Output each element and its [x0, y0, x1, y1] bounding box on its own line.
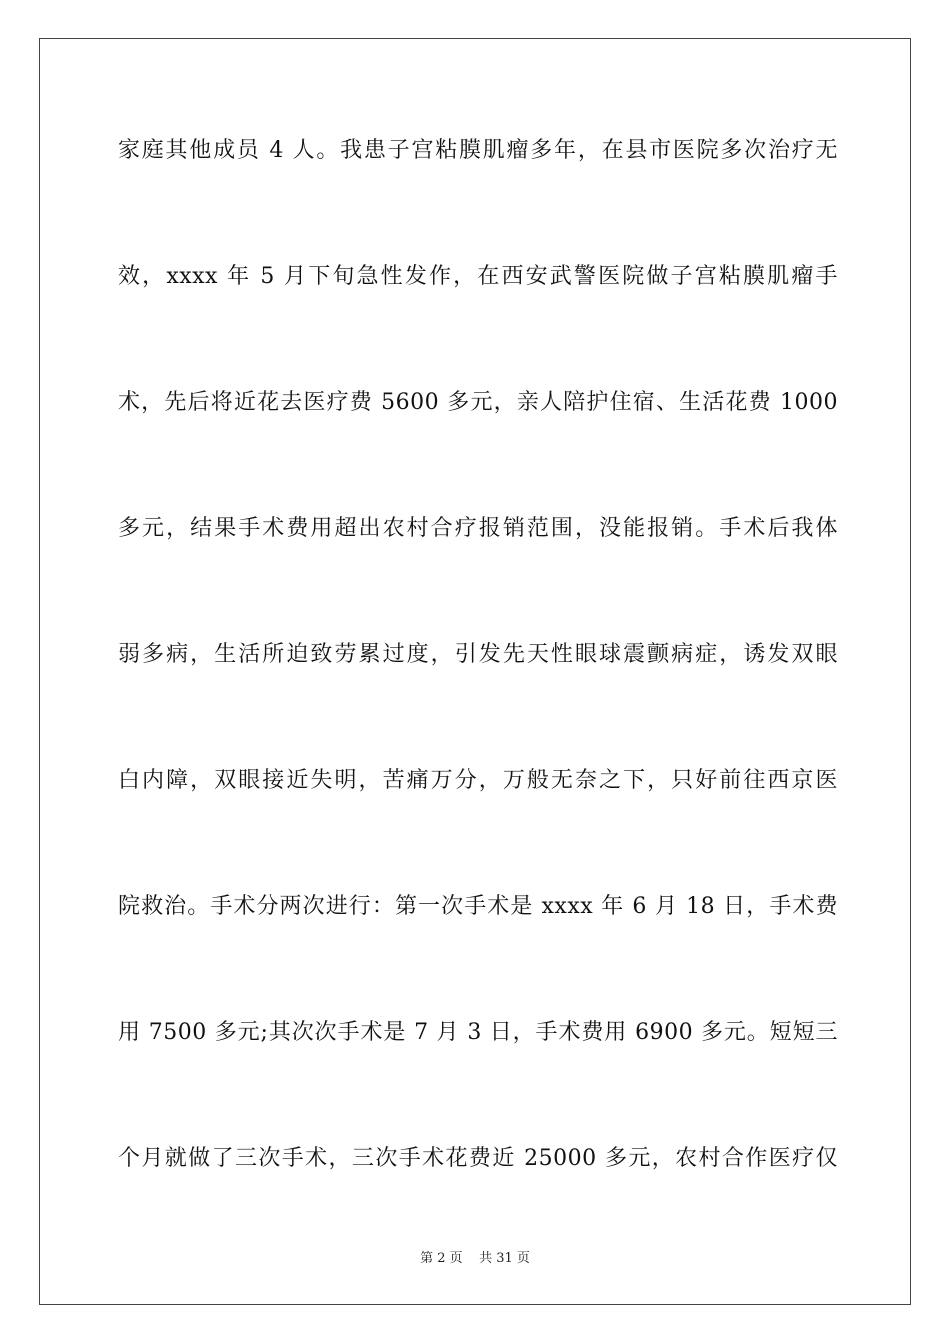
text-line: 弱多病，生活所迫致劳累过度，引发先天性眼球震颤病症，诱发双眼 — [118, 642, 838, 667]
text-line: 家庭其他成员 4 人。我患子宫粘膜肌瘤多年，在县市医院多次治疗无 — [118, 138, 838, 163]
text-line: 院救治。手术分两次进行：第一次手术是 xxxx 年 6 月 18 日，手术费 — [118, 894, 838, 919]
text-line: 多元，结果手术费用超出农村合疗报销范围，没能报销。手术后我体 — [118, 516, 838, 541]
text-line: 效，xxxx 年 5 月下旬急性发作，在西安武警医院做子宫粘膜肌瘤手 — [118, 264, 838, 289]
text-line: 用 7500 多元;其次次手术是 7 月 3 日，手术费用 6900 多元。短短三 — [118, 1020, 838, 1045]
page-number-footer: 第 2 页 共 31 页 — [420, 1251, 530, 1266]
text-line: 白内障，双眼接近失明，苦痛万分，万般无奈之下，只好前往西京医 — [118, 768, 838, 793]
text-line: 术，先后将近花去医疗费 5600 多元，亲人陪护住宿、生活花费 1000 — [118, 390, 838, 415]
text-line: 个月就做了三次手术，三次手术花费近 25000 多元，农村合作医疗仅 — [118, 1146, 838, 1171]
document-body — [118, 118, 838, 1252]
